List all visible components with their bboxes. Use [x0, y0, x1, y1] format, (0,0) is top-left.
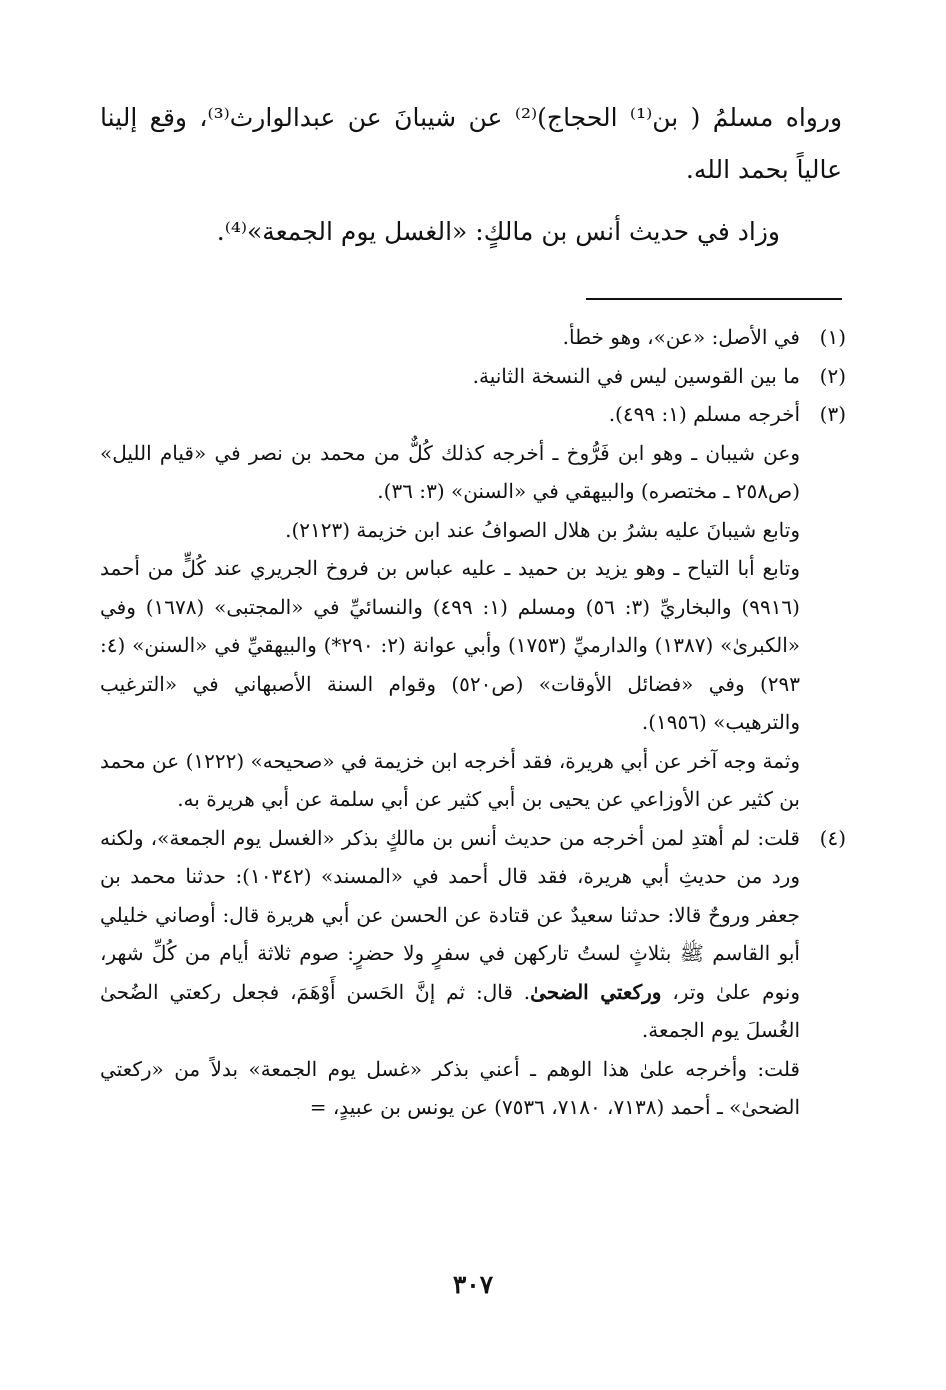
footnote-text-part: قلت: لم أهتدِ لمن أخرجه من حديث أنس بن مالكٍ بذكر «الغسل يوم الجمعة»، ولكنه ورد من حديثِ أبي هريرة، فقد قال أحمد في «المسند» (١٠٣٤٢): حدثنا محمد بن جعفر وروحٌ قالا: حدثنا سعيدٌ عن قتادة عن الحسن عن أبي هريرة قال: أوصاني خليلي أبو القاسم ﷺ بثلاثٍ لستُ تاركهن في سفرٍ ولا حضرٍ: صوم ثلاثة أيام من كُلِّ شهر، ونوم علىٰ وتر،: [100, 825, 801, 1004]
main-paragraph-1: ورواه مسلمُ ( بن⁽¹⁾ الحجاج)⁽²⁾ عن شيبانَ عن عبدالوارث⁽³⁾، وقع إلينا عالياً بحمد الله.: [100, 103, 843, 184]
main-paragraph-2: وزاد في حديث أنس بن مالكٍ: «الغسل يوم الجمعة»⁽⁴⁾.: [216, 217, 780, 246]
footnote-paragraph: وتابع شيبانَ عليه بشرُ بن هلال الصوافُ عند ابن خزيمة (٢١٢٣).: [285, 517, 800, 542]
footnote-text: أخرجه مسلم (١: ٤٩٩).: [608, 402, 800, 426]
page-number: ٣٠٧: [452, 1270, 494, 1299]
footnotes: [100, 318, 846, 1127]
footnote-text: في الأصل: «عن»، وهو خطأ.: [562, 325, 800, 349]
footnote-2: [100, 357, 846, 396]
footnote-text-part: . قال: ثم إنَّ الحَسن أَوْهَمَ، فجعل ركعتي الضُحىٰ الغُسلَ يوم الجمعة.: [100, 979, 800, 1042]
footnote-bold-phrase: وركعتي الضحىٰ: [530, 979, 662, 1004]
footnote-text: ما بين القوسين ليس في النسخة الثانية.: [472, 363, 800, 388]
footnote-1: [100, 318, 846, 357]
footnote-paragraph: وتابع أبا التياح ـ وهو يزيد بن حميد ـ عليه عباس بن فروخ الجريري عند كُلٍّ من أحمد (٩٩١٦) والبخاريِّ (٣: ٥٦) ومسلم (١: ٤٩٩) والنسائيِّ في «المجتبى» (١٦٧٨) وفي «الكبرىٰ» (١٣٨٧) والدارميِّ (١٧٥٣) وأبي عوانة (٢: ٢٩٠*) والبيهقيِّ في «السنن» (٤: ٢٩٣) وفي «فضائل الأوقات» (ص٥٢٠) وقوام السنة الأصبهاني في «الترغيب والترهيب» (١٩٥٦).: [100, 556, 800, 734]
footnote-paragraph: وعن شيبان ـ وهو ابن فَرُّوخ ـ أخرجه كذلك كُلٌّ من محمد بن نصر في «قيام الليل» (ص٢٥٨ ـ مختصره) والبيهقي في «السنن» (٣: ٣٦).: [100, 440, 800, 503]
footnote-paragraph: قلت: وأخرجه علىٰ هذا الوهم ـ أعني بذكر «غسل يوم الجمعة» بدلاً من «ركعتي الضحىٰ» ـ أحمد (٧١٣٨، ٧١٨٠، ٧٥٣٦) عن يونس بن عبيدٍ، =: [100, 1056, 800, 1119]
footnote-number: (٤): [819, 825, 846, 850]
footnote-number: (١): [819, 325, 846, 349]
footnote-separator: [586, 298, 842, 300]
footnote-3: [100, 395, 846, 434]
footnote-4-details: [100, 1050, 846, 1127]
footnote-number: (٣): [819, 402, 846, 426]
footnote-text: [100, 819, 800, 1050]
footnote-number: (٢): [819, 363, 846, 388]
footnote-4: [100, 819, 846, 1050]
footnote-3-details: [100, 434, 846, 819]
footnote-paragraph: وثمة وجه آخر عن أبي هريرة، فقد أخرجه ابن خزيمة في «صحيحه» (١٢٢٢) عن محمد بن كثير عن الأوزاعي عن يحيى بن أبي كثير عن أبي سلمة عن أبي هريرة به.: [100, 748, 800, 811]
main-text: [100, 92, 842, 258]
